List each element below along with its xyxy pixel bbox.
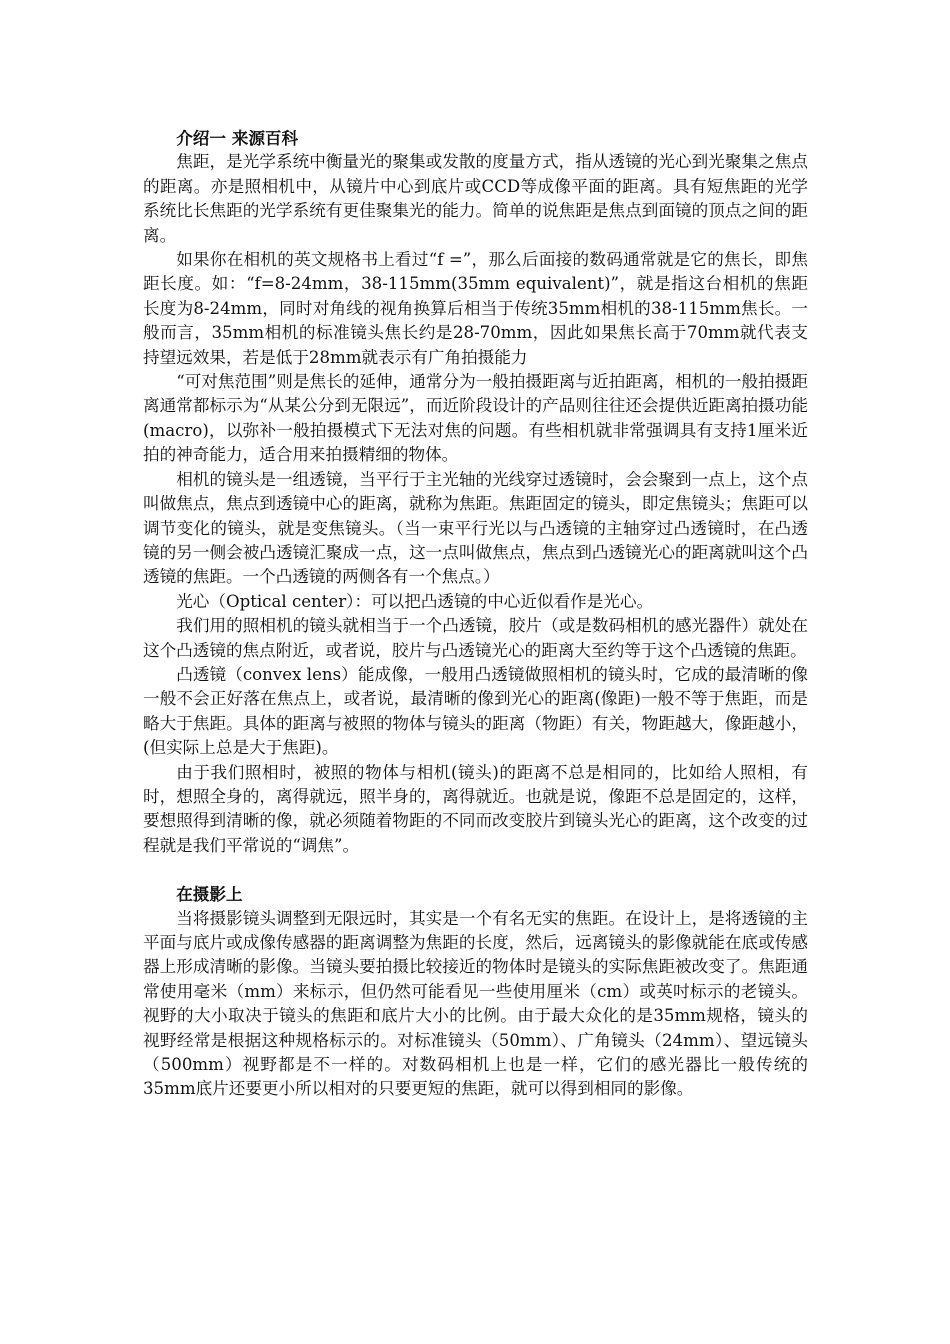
- section-spacer: [143, 858, 808, 882]
- paragraph: 我们用的照相机的镜头就相当于一个凸透镜，胶片（或是数码相机的感光器件）就处在这个凸透镜的焦点附近，或者说，胶片与凸透镜光心的距离大至约等于这个凸透镜的焦距。: [143, 616, 808, 660]
- paragraph: 如果你在相机的英文规格书上看过“f =”，那么后面接的数码通常就是它的焦长，即焦距长度。如：“f=8-24mm，38-115mm(35mm equivalent)”，就是指这台相机的焦距长度为8-24mm，同时对角线的视角换算后相当于传统35mm相机的38-115mm焦长。一般而言，35mm相机的标准镜头焦长约是28-70mm，因此如果焦长高于70mm就代表支持望远效果，若是低于28mm就表示有广角拍摄能力: [143, 250, 808, 367]
- section-heading: 介绍一 来源百科: [176, 128, 299, 148]
- paragraph: 由于我们照相时，被照的物体与相机(镜头)的距离不总是相同的，比如给人照相，有时，想照全身的，离得就远，照半身的，离得就近。也就是说，像距不总是固定的，这样，要想照得到清晰的像，就必须随着物距的不同而改变胶片到镜头光心的距离，这个改变的过程就是我们平常说的“调焦”。: [143, 762, 808, 855]
- section-heading: 在摄影上: [176, 884, 243, 905]
- paragraph: “可对焦范围”则是焦长的延伸，通常分为一般拍摄距离与近拍距离，相机的一般拍摄距离通常都标示为“从某公分到无限远”，而近阶段设计的产品则往往还会提供近距离拍摄功能(macro)，以弥补一般拍摄模式下无法对焦的问题。有些相机就非常强调具有支持1厘米近拍的神奇能力，适合用来拍摄精细的物体。: [143, 372, 808, 465]
- paragraph: 相机的镜头是一组透镜，当平行于主光轴的光线穿过透镜时，会会聚到一点上，这个点叫做焦点，焦点到透镜中心的距离，就称为焦距。焦距固定的镜头，即定焦镜头；焦距可以调节变化的镜头，就是变焦镜头。（当一束平行光以与凸透镜的主轴穿过凸透镜时，在凸透镜的另一侧会被凸透镜汇聚成一点，这一点叫做焦点，焦点到凸透镜光心的距离就叫这个凸透镜的焦距。一个凸透镜的两侧各有一个焦点。）: [143, 469, 808, 587]
- paragraph: 光心（Optical center）：可以把凸透镜的中心近似看作是光心。: [176, 591, 654, 611]
- paragraph: 当将摄影镜头调整到无限远时，其实是一个有名无实的焦距。在设计上，是将透镜的主平面与底片或成像传感器的距离调整为焦距的长度，然后，远离镜头的影像就能在底或传感器上形成清晰的影像。当镜头要拍摄比较接近的物体时是镜头的实际焦距被改变了。焦距通常使用毫米（mm）来标示，但仍然可能看见一些使用厘米（cm）或英吋标示的老镜头。视野的大小取决于镜头的焦距和底片大小的比例。由于最大众化的是35mm规格，镜头的视野经常是根据这种规格标示的。对标准镜头（50mm）、广角镜头（24mm）、望远镜头（500mm）视野都是不一样的。对数码相机上也是一样，它们的感光器比一般传统的35mm底片还要更小所以相对的只要更短的焦距，就可以得到相同的影像。: [143, 908, 808, 1099]
- paragraph: 凸透镜（convex lens）能成像，一般用凸透镜做照相机的镜头时，它成的最清晰的像一般不会正好落在焦点上，或者说，最清晰的像到光心的距离(像距)一般不等于焦距，而是略大于焦距。具体的距离与被照的物体与镜头的距离（物距）有关，物距越大，像距越小，(但实际上总是大于焦距)。: [143, 664, 808, 758]
- paragraph: 焦距，是光学系统中衡量光的聚集或发散的度量方式，指从透镜的光心到光聚集之焦点的距离。亦是照相机中，从镜片中心到底片或CCD等成像平面的距离。具有短焦距的光学系统比长焦距的光学系统有更佳聚集光的能力。简单的说焦距是焦点到面镜的顶点之间的距离。: [143, 152, 808, 245]
- document-page: [143, 126, 808, 1102]
